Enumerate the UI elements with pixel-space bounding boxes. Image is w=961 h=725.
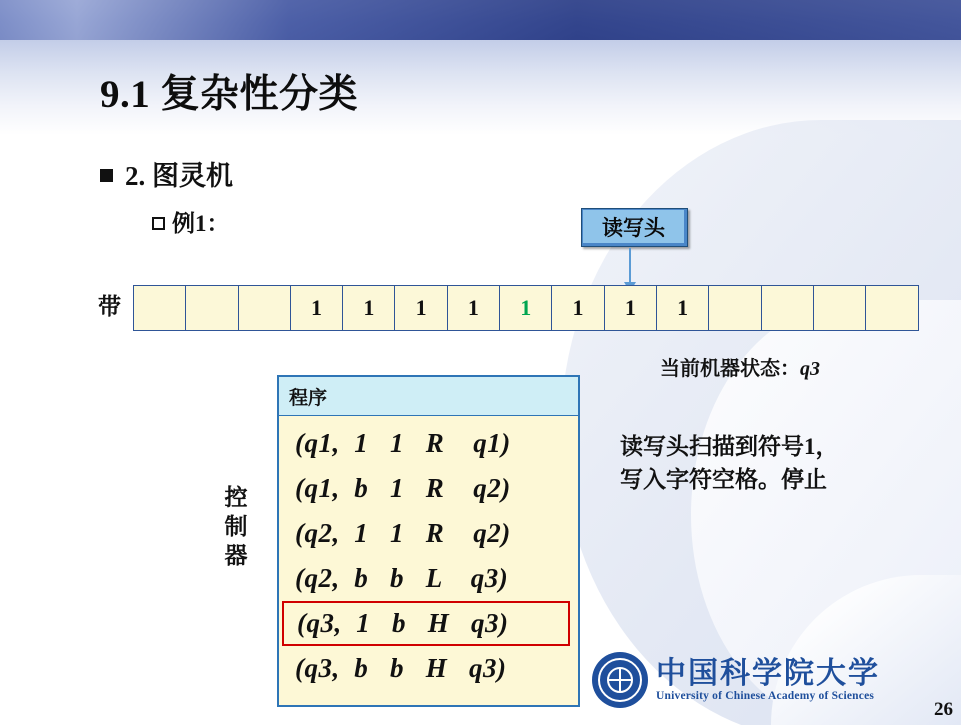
tape-cell [239, 286, 291, 330]
header-band-gradient [0, 0, 961, 40]
down-arrow-icon [629, 248, 631, 284]
logo-text-cn: 中国科学院大学 [656, 657, 880, 691]
read-write-head-box: 读写头 [583, 210, 684, 243]
program-row: (q2, b b L q3) [295, 563, 509, 593]
tape-cell: 1 [343, 286, 395, 330]
tape-cell: 1 [657, 286, 709, 330]
program-row: (q1, b 1 R q2) [295, 473, 511, 503]
program-row-highlighted: (q3, 1 b H q3) [282, 601, 570, 646]
tape-cell [709, 286, 761, 330]
tape-cell [762, 286, 814, 330]
tape-cell [866, 286, 918, 330]
hollow-square-bullet-icon [152, 217, 165, 230]
university-logo [592, 652, 880, 708]
bullet-level1-label: 2. 图灵机 [125, 161, 233, 191]
tape-cell [814, 286, 866, 330]
program-box [277, 375, 580, 707]
bullet-level1 [100, 154, 233, 193]
program-row: (q2, 1 1 R q2) [295, 518, 511, 548]
tape-label: 带 [98, 294, 121, 319]
controller-label: 控制器 [224, 485, 248, 568]
tape-cell: 1 [500, 286, 552, 330]
note-text [620, 430, 940, 497]
note-line-2: 写入字符空格。停止 [620, 467, 827, 493]
tape [133, 285, 919, 331]
current-state-label: 当前机器状态： [660, 358, 800, 380]
program-header: 程序 [279, 377, 578, 416]
ucas-emblem-icon [592, 652, 648, 708]
tape-cell: 1 [605, 286, 657, 330]
page-number: 26 [934, 699, 953, 720]
square-bullet-icon [100, 169, 113, 182]
tape-cell [186, 286, 238, 330]
program-row: (q1, 1 1 R q1) [295, 428, 511, 458]
current-state [660, 352, 820, 381]
tape-cell [134, 286, 186, 330]
program-row: (q3, b b H q3) [295, 653, 507, 683]
bullet-level2-label: 例1： [172, 211, 230, 236]
current-state-value: q3 [800, 358, 820, 380]
program-rows [279, 416, 578, 691]
tape-cell: 1 [395, 286, 447, 330]
bullet-level2 [152, 205, 230, 238]
tape-cell: 1 [448, 286, 500, 330]
note-line-1: 读写头扫描到符号1， [620, 434, 839, 459]
tape-cell: 1 [291, 286, 343, 330]
logo-text-en: University of Chinese Academy of Sciences [656, 689, 875, 702]
tape-cell: 1 [552, 286, 604, 330]
page-title: 9.1 复杂性分类 [100, 73, 359, 116]
